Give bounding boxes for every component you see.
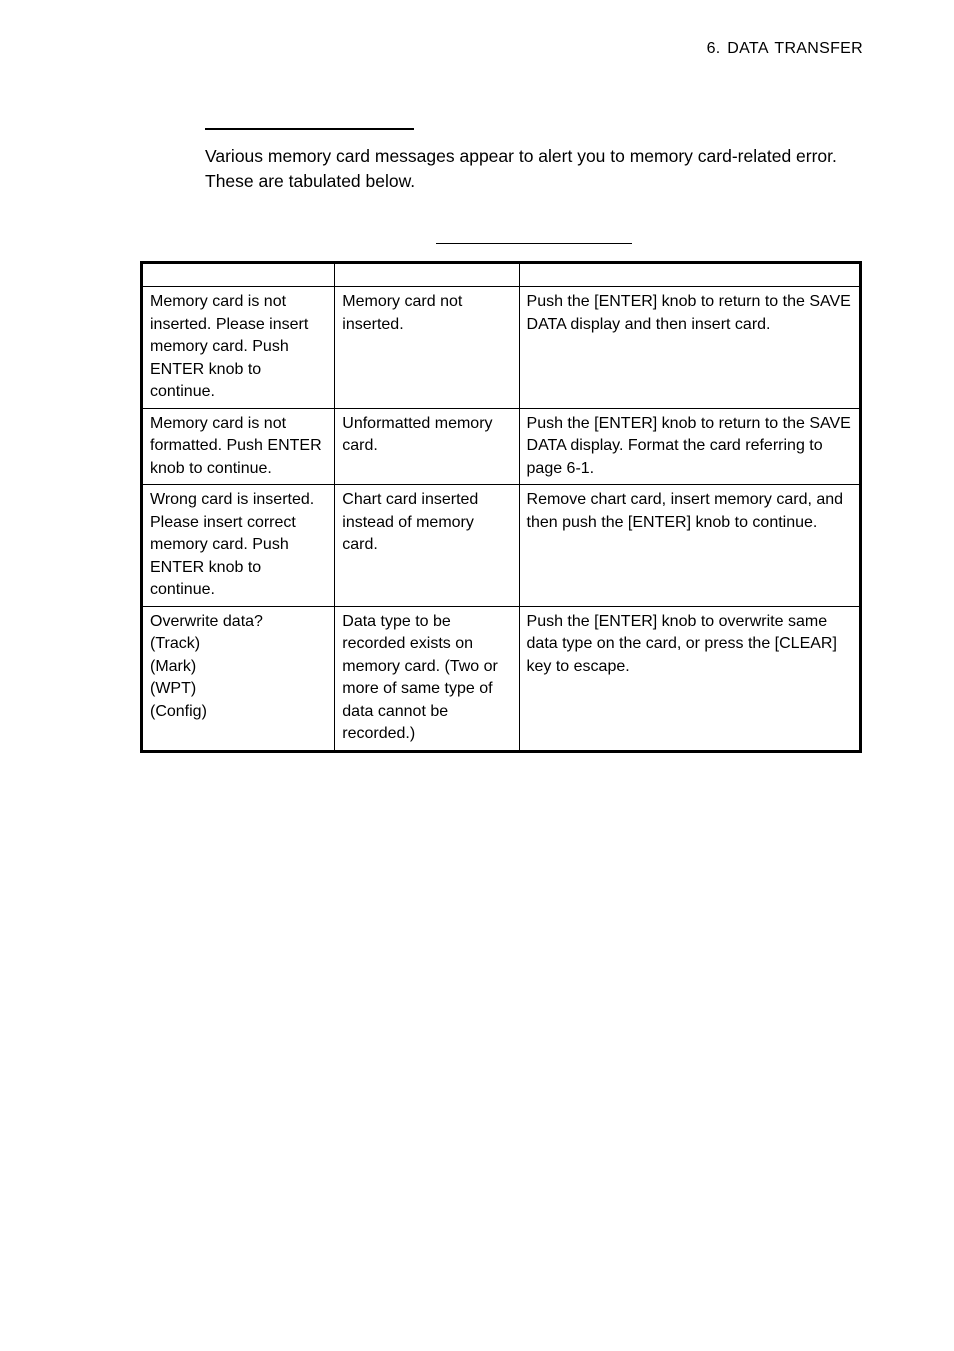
message-cell: Overwrite data? (Track) (Mark) (WPT) (Config) bbox=[142, 606, 335, 751]
message-cell: Memory card is not inserted. Please insert memory card. Push ENTER knob to continue. bbox=[142, 287, 335, 409]
table-row bbox=[142, 485, 861, 607]
meaning-cell: Data type to be recorded exists on memory card. (Two or more of same type of data cannot be recorded.) bbox=[335, 606, 519, 751]
remedy-cell: Push the [ENTER] knob to return to the SAVE DATA display. Format the card referring to page 6-1. bbox=[519, 408, 860, 485]
meaning-cell: Memory card not inserted. bbox=[335, 287, 519, 409]
section-heading-rule bbox=[205, 128, 414, 130]
remedy-cell: Remove chart card, insert memory card, and then push the [ENTER] knob to continue. bbox=[519, 485, 860, 607]
message-cell: Wrong card is inserted. Please insert correct memory card. Push ENTER knob to continue. bbox=[142, 485, 335, 607]
meaning-cell: Unformatted memory card. bbox=[335, 408, 519, 485]
memory-card-messages-table bbox=[140, 261, 862, 753]
intro-paragraph: Various memory card messages appear to alert you to memory card-related error. These are tabulated below. bbox=[205, 146, 837, 191]
table-row bbox=[142, 408, 861, 485]
message-cell: Memory card is not formatted. Push ENTER knob to continue. bbox=[142, 408, 335, 485]
header-cell-meaning bbox=[335, 263, 519, 287]
header-cell-remedy bbox=[519, 263, 860, 287]
remedy-cell: Push the [ENTER] knob to overwrite same data type on the card, or press the [CLEAR] key to escape. bbox=[519, 606, 860, 751]
running-header: 6. DATA TRANSFER bbox=[706, 40, 863, 57]
remedy-cell: Push the [ENTER] knob to return to the SAVE DATA display and then insert card. bbox=[519, 287, 860, 409]
header-cell-message bbox=[142, 263, 335, 287]
table-header-row bbox=[142, 263, 861, 287]
meaning-cell: Chart card inserted instead of memory card. bbox=[335, 485, 519, 607]
table-caption-rule bbox=[436, 243, 632, 244]
table-row bbox=[142, 606, 861, 751]
table-row bbox=[142, 287, 861, 409]
